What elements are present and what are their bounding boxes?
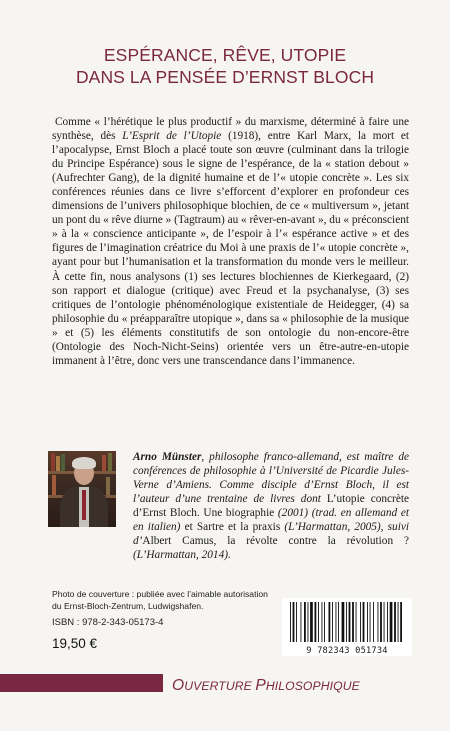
barcode-bar	[324, 602, 325, 642]
barcode-bar	[387, 602, 388, 642]
back-cover-summary	[52, 115, 409, 368]
barcode-bar	[356, 602, 357, 642]
barcode-bar	[329, 602, 331, 642]
photo-credit-line-1: Photo de couverture : publiée avec l’aimable autorisation	[52, 589, 268, 599]
barcode-bar	[322, 602, 323, 642]
summary-text-2: (1918), entre Karl Marx, la mort et l’apocalypse, Ernst Bloch a placé toute son œuvre (culminant dans la trilogie du Principe Espérance) sous le signe de l’espérance, de la « station debout » (Aufrechter Gang), de la dignité humaine et de l’« utopie concrète ». Les six conférences réunies dans ce livre s’efforcent d’explorer en profondeur ces dimensions de l’univers philosophique blochien, de ce « multiversum », jetant un pont du « rêve diurne » (Tagtraum) au « rêver-en-avant », du « préconscient » à la « conscience anticipante », de l’espoir à l’« espérance active » et des figures de l’imagination créatrice du Moi à une praxis de l’« utopie concrète », ayant pour but l’humanisation et la transformation du monde vers le meilleur. À cette fin, nous analysons (1) ses lectures blochiennes de Kierkegaard, (2) son rapport et dialogue (critique) avec Freud et la psychanalyse, (3) ses critiques de l’ontologie phénoménologique existentiale de Heidegger, (4) sa philosophie du « préapparaître utopique », dans sa « philosophie de la musique » et (5) les éléments constitutifs de son ontologie du non-encore-être (Ontologie des Noch-Nicht-Seins) orientée vers un être-autre-en-utopie immanent à l’être, donc vers une transcendance dans l’immanence.	[52, 130, 410, 367]
barcode-bar	[400, 602, 402, 642]
barcode-bars	[288, 602, 406, 648]
bio-text-2: L’utopie concrète d’Ernst Bloch. Une biographie	[133, 493, 409, 520]
bio-text-6: (L’Harmattan, 2005), suivi d’	[133, 521, 409, 548]
book-title	[0, 44, 450, 88]
barcode-bar	[398, 602, 399, 642]
series-name: OUVERTURE PHILOSOPHIQUE	[172, 677, 360, 694]
summary-text-1: Comme « l’hérétique le plus productif » du marxisme, déterminé à faire une synthèse, dès	[52, 116, 409, 143]
price: 19,50 €	[52, 636, 98, 651]
barcode-bar	[352, 602, 354, 642]
barcode-bar	[394, 602, 396, 642]
bio-text-4: et	[180, 521, 197, 534]
barcode-bar	[290, 602, 291, 642]
isbn: ISBN : 978-2-343-05173-4	[52, 617, 164, 628]
barcode-bar	[363, 602, 365, 642]
barcode-bar	[390, 602, 393, 642]
series-color-bar	[0, 674, 163, 692]
bio-text-7: Albert Camus, la révolte contre la révolution ?	[142, 535, 409, 548]
barcode-bar	[304, 602, 306, 642]
barcode-bar	[315, 602, 317, 642]
barcode-bar	[373, 602, 374, 642]
barcode-bar	[346, 602, 347, 642]
barcode-bar	[293, 602, 295, 642]
barcode-bar	[332, 602, 333, 642]
barcode-bar	[338, 602, 339, 642]
bio-text-1: , philosophe franco-allemand, est maître de conférences de philosophie à l’Université de Picardie Jules-Verne d’Amiens. Comme disciple d’Ernst Bloch, il est l’auteur d’une trentaine de livres dont	[133, 451, 410, 506]
photo-credit-line-2: du Ernst-Bloch-Zentrum, Ludwigshafen.	[52, 600, 204, 611]
barcode-bar	[336, 602, 337, 642]
barcode-bar	[384, 602, 385, 642]
barcode-bar	[349, 602, 351, 642]
barcode-bar	[380, 602, 382, 642]
barcode-bar	[360, 602, 361, 642]
barcode-bar	[378, 602, 379, 642]
author-bio	[133, 450, 409, 562]
barcode-digits: 9 782343 051734	[306, 646, 388, 656]
bio-text-5: Sartre et la praxis	[196, 521, 285, 534]
author-photo	[48, 451, 116, 527]
author-name: Arno Münster	[133, 451, 202, 463]
barcode-bar	[367, 602, 368, 642]
book-title-line-2: DANS LA PENSÉE D’ERNST BLOCH	[75, 67, 375, 87]
book-title-line-1: ESPÉRANCE, RÊVE, UTOPIE	[103, 45, 347, 65]
barcode-bar	[310, 602, 313, 642]
barcode-bar	[342, 602, 345, 642]
bio-text-3: (2001) (trad. en allemand et en italien)	[133, 507, 409, 534]
barcode-bar	[301, 602, 302, 642]
bio-text-8: (L’Harmattan, 2014).	[133, 549, 231, 562]
barcode-bar	[370, 602, 371, 642]
barcode-bar	[308, 602, 309, 642]
barcode	[282, 598, 412, 656]
photo-credit	[52, 589, 292, 612]
barcode-bar	[318, 602, 319, 642]
summary-italic-title: L’Esprit de l’Utopie	[122, 130, 222, 143]
barcode-bar	[296, 602, 297, 642]
